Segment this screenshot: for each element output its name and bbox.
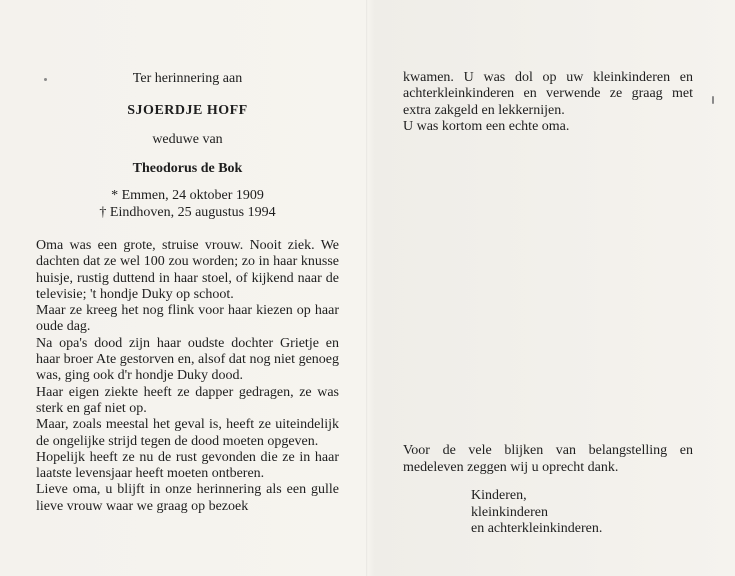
print-speck xyxy=(712,96,714,104)
paragraph: Hopelijk heeft ze nu de rust gevonden die ze in haar laatste levensjaar heeft moeten ontberen. xyxy=(36,449,339,482)
continued-text xyxy=(403,70,693,136)
spouse-name: Theodorus de Bok xyxy=(132,161,243,176)
left-page xyxy=(36,70,339,515)
signature-line: en achterkleinkinderen. xyxy=(471,521,603,536)
paragraph: Haar eigen ziekte heeft ze dapper gedragen, ze was sterk en gaf niet op. xyxy=(36,384,339,416)
card-fold xyxy=(366,0,368,576)
deceased-name: SJOERDJE HOFF xyxy=(127,103,248,118)
paragraph: U was kortom een echte oma. xyxy=(403,119,570,135)
paragraph: Oma was een grote, struise vrouw. Nooit ziek. We dachten dat ze wel 100 zou worden; zo in haar knusse huisje, rustig duttend in haar stoel, of kijkend naar de televisie; 't hondje Duky op schoot. xyxy=(36,238,339,302)
signature-line: Kinderen, xyxy=(471,488,527,503)
widow-of-text: weduwe van xyxy=(152,132,223,147)
paragraph: Lieve oma, u blijft in onze herinnering als een gulle lieve vrouw waar we graag op bezoek xyxy=(36,482,339,514)
birth-line: * Emmen, 24 oktober 1909 xyxy=(111,188,264,203)
paragraph: Maar, zoals meestal het geval is, heeft ze uiteindelijk de ongelijke strijd tegen de dood moeten opgeven. xyxy=(36,417,339,449)
memorial-text xyxy=(36,238,339,515)
thanks-text: Voor de vele blijken van belangstelling en medeleven zeggen wij u oprecht dank. xyxy=(403,443,693,475)
paragraph: Na opa's dood zijn haar oudste dochter Grietje en haar broer Ate gestorven en, alsof dat nog niet genoeg was, ging ook d'r hondje Duky dood. xyxy=(36,335,339,384)
death-line: † Eindhoven, 25 augustus 1994 xyxy=(99,205,276,220)
signature-block xyxy=(471,488,602,538)
right-page xyxy=(403,70,693,136)
paragraph: Maar ze kreeg het nog flink voor haar kiezen op haar oude dag. xyxy=(36,303,339,335)
paragraph: kwamen. U was dol op uw kleinkinderen en achterkleinkinderen en verwende ze graag met extra zakgeld en lekkernijen. xyxy=(403,70,693,118)
intro-text: Ter herinnering aan xyxy=(132,71,243,86)
signature-line: kleinkinderen xyxy=(471,504,548,520)
